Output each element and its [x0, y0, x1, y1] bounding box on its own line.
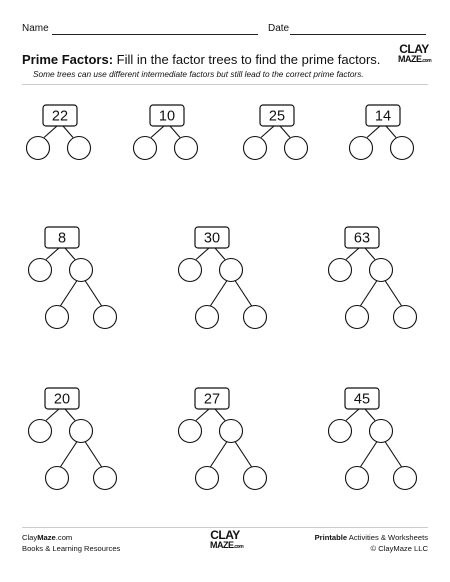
- factor-circle[interactable]: [285, 137, 308, 160]
- factor-circle[interactable]: [220, 259, 243, 282]
- tree-branch: [215, 409, 225, 421]
- factor-circle[interactable]: [346, 306, 369, 329]
- logo-line1: CLAY: [399, 42, 429, 56]
- factor-circle[interactable]: [179, 259, 202, 282]
- tree-branch: [210, 281, 227, 307]
- tree-branch: [85, 281, 102, 307]
- tree-branch: [386, 126, 396, 138]
- tree-branch: [210, 442, 227, 468]
- tree-number: 20: [53, 391, 71, 408]
- footer-tagline: Books & Learning Resources: [22, 544, 121, 553]
- factor-circle[interactable]: [134, 137, 157, 160]
- factor-circle[interactable]: [329, 259, 352, 282]
- tree-branch: [235, 442, 252, 468]
- logo-line2: MAZE.com: [398, 53, 432, 64]
- tree-branch: [385, 442, 402, 468]
- tree-branch: [346, 248, 359, 260]
- factor-circle[interactable]: [46, 306, 69, 329]
- tree-number: 8: [57, 230, 67, 247]
- factor-circle[interactable]: [46, 467, 69, 490]
- footer-copyright: © ClayMaze LLC: [370, 544, 428, 553]
- factor-circle[interactable]: [68, 137, 91, 160]
- tree-branch: [280, 126, 290, 138]
- factor-circle[interactable]: [329, 420, 352, 443]
- factor-circle[interactable]: [70, 259, 93, 282]
- tree-branch: [65, 409, 75, 421]
- factor-circle[interactable]: [394, 467, 417, 490]
- tree-branch: [367, 126, 380, 138]
- tree-branch: [215, 248, 225, 260]
- tree-branch: [46, 409, 59, 421]
- factor-circle[interactable]: [29, 259, 52, 282]
- factor-circle[interactable]: [220, 420, 243, 443]
- tree-number: 63: [353, 230, 371, 247]
- tree-number: 30: [203, 230, 221, 247]
- factor-circle[interactable]: [391, 137, 414, 160]
- tree-branch: [360, 442, 377, 468]
- footer-site[interactable]: ClayMaze.com: [22, 533, 73, 542]
- tree-number: 10: [158, 108, 176, 125]
- tree-branch: [365, 409, 375, 421]
- factor-circle[interactable]: [179, 420, 202, 443]
- title-note: Some trees can use different intermediate factors but still lead to the correct prime factors.: [33, 69, 364, 79]
- name-label: Name: [22, 23, 49, 34]
- factor-circle[interactable]: [94, 306, 117, 329]
- tree-branch: [170, 126, 180, 138]
- tree-branch: [151, 126, 164, 138]
- factor-circle[interactable]: [370, 420, 393, 443]
- factor-circle[interactable]: [370, 259, 393, 282]
- factor-circle[interactable]: [350, 137, 373, 160]
- tree-branch: [346, 409, 359, 421]
- factor-circle[interactable]: [70, 420, 93, 443]
- date-label: Date: [268, 23, 290, 34]
- factor-circle[interactable]: [244, 467, 267, 490]
- tree-branch: [196, 248, 209, 260]
- tree-number: 27: [203, 391, 221, 408]
- tree-branch: [85, 442, 102, 468]
- tree-number: 14: [374, 108, 392, 125]
- tree-branch: [60, 442, 77, 468]
- factor-circle[interactable]: [175, 137, 198, 160]
- tree-branch: [365, 248, 375, 260]
- factor-circle[interactable]: [94, 467, 117, 490]
- footer-logo-line2: MAZE.com: [210, 539, 244, 550]
- factor-circle[interactable]: [244, 306, 267, 329]
- title-instruction: Fill in the factor trees to find the prime factors.: [116, 52, 381, 67]
- tree-branch: [46, 248, 59, 260]
- factor-circle[interactable]: [196, 467, 219, 490]
- title-prefix: Prime Factors:: [22, 52, 114, 67]
- factor-circle[interactable]: [346, 467, 369, 490]
- tree-number: 25: [268, 108, 286, 125]
- tree-branch: [235, 281, 252, 307]
- tree-branch: [385, 281, 402, 307]
- footer-logo: [210, 528, 244, 550]
- tree-number: 22: [51, 108, 69, 125]
- factor-circle[interactable]: [27, 137, 50, 160]
- tree-branch: [261, 126, 274, 138]
- tree-branch: [44, 126, 57, 138]
- factor-circle[interactable]: [244, 137, 267, 160]
- tree-number: 45: [353, 391, 371, 408]
- factor-circle[interactable]: [394, 306, 417, 329]
- footer-printable: Printable Activities & Worksheets: [314, 533, 428, 542]
- tree-branch: [196, 409, 209, 421]
- footer-logo-line1: CLAY: [210, 528, 240, 542]
- factor-circle[interactable]: [29, 420, 52, 443]
- tree-branch: [63, 126, 73, 138]
- factor-circle[interactable]: [196, 306, 219, 329]
- tree-branch: [65, 248, 75, 260]
- tree-branch: [360, 281, 377, 307]
- tree-branch: [60, 281, 77, 307]
